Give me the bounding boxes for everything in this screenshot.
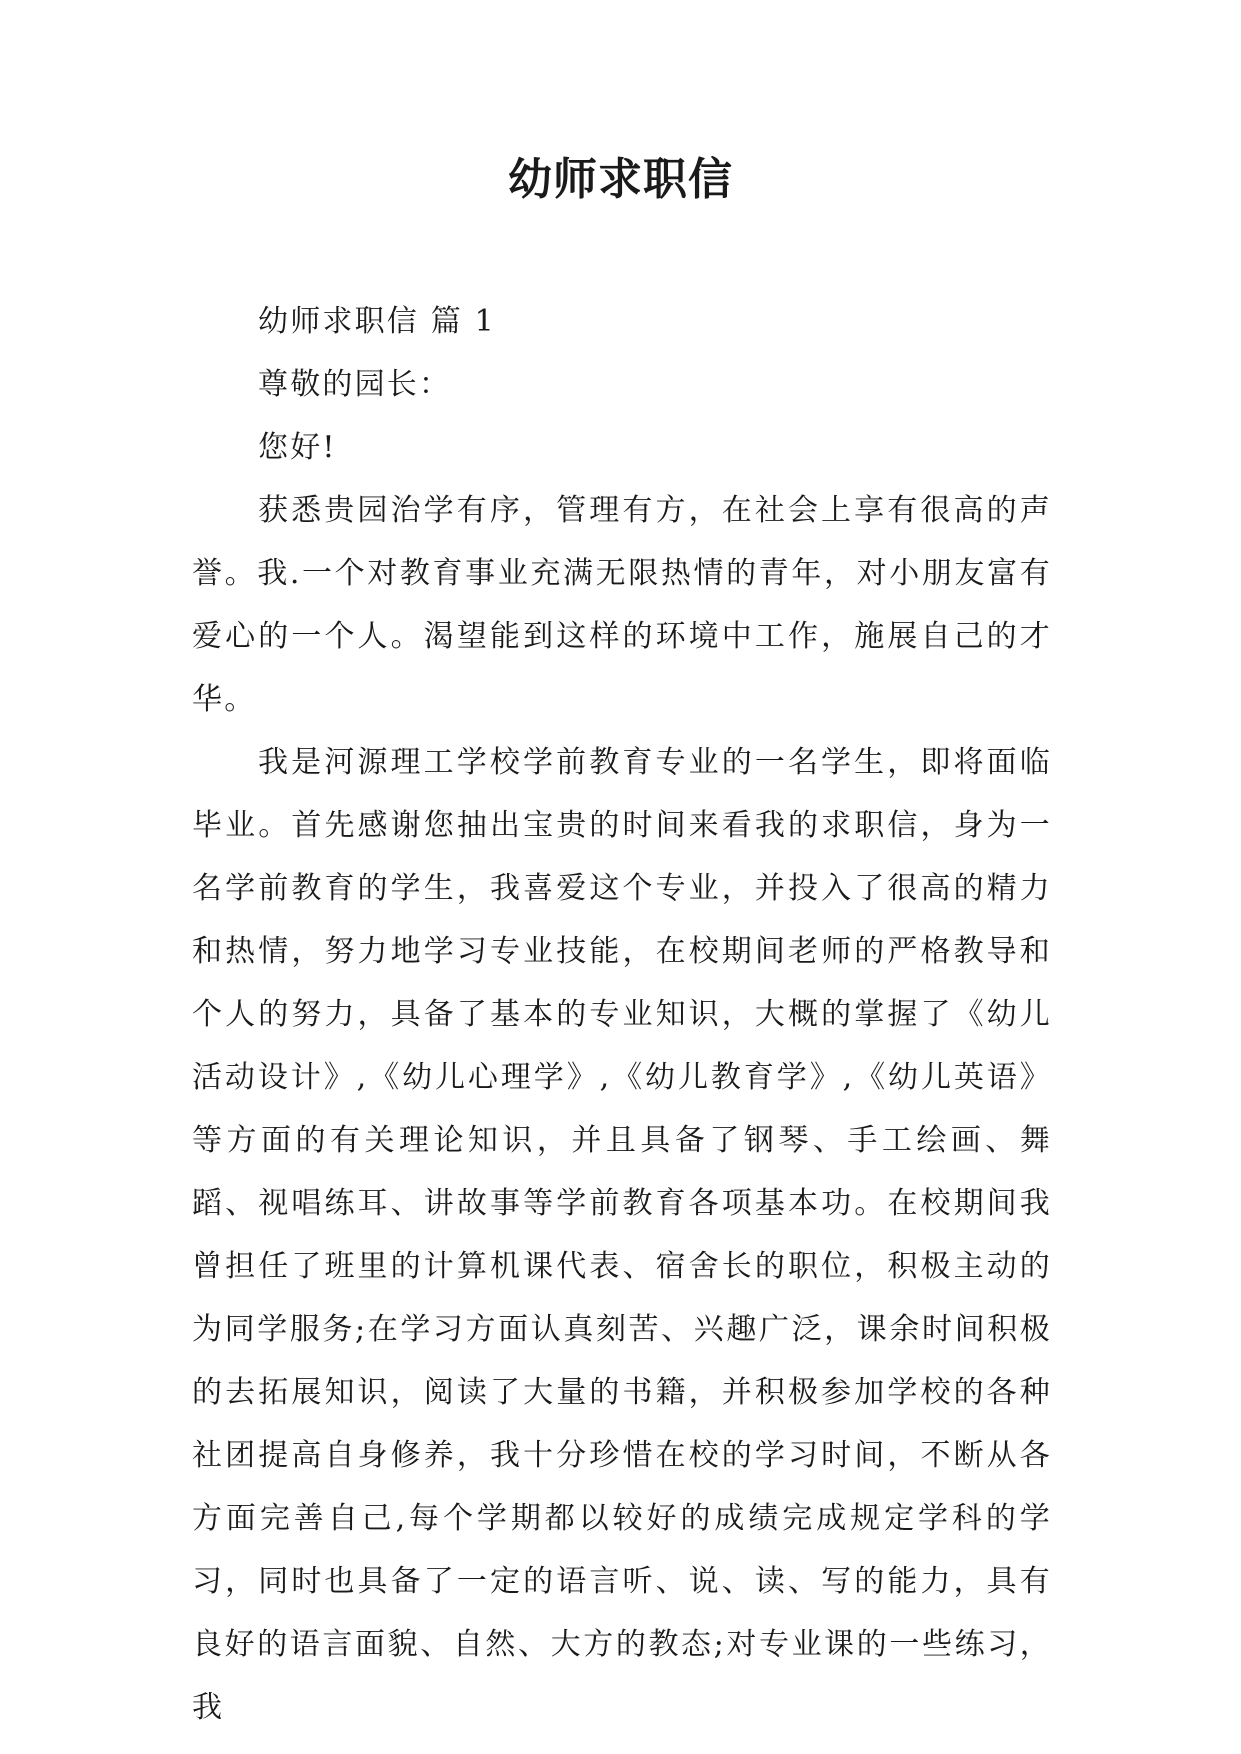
salutation: 尊敬的园长： (258, 367, 452, 402)
body-paragraph: 我是河源理工学校学前教育专业的一名学生，即将面临毕业。首先感谢您抽出宝贵的时间来看我的求职信，身为一名学前教育的学生，我喜爱这个专业，并投入了很高的精力和热情，努力地学习专业技能，在校期间老师的严格教导和个人的努力，具备了基本的专业知识，大概的掌握了《幼儿活动设计》,《幼儿心理学》,《幼儿教育学》,《幼儿英语》等方面的有关理论知识，并且具备了钢琴、手工绘画、舞蹈、视唱练耳、讲故事等学前教育各项基本功。在校期间我曾担任了班里的计算机课代表、宿舍长的职位，积极主动的为同学服务;在学习方面认真刻苦、兴趣广泛，课余时间积极的去拓展知识，阅读了大量的书籍，并积极参加学校的各种社团提高自身修养，我十分珍惜在校的学习时间，不断从各方面完善自己,每个学期都以较好的成绩完成规定学科的学习，同时也具备了一定的语言听、说、读、写的能力，具有良好的语言面貌、自然、大方的教态;对专业课的一些练习，我 (192, 745, 1052, 1725)
document-title: 幼师求职信 (508, 154, 733, 205)
document-body (192, 290, 1052, 1739)
greeting: 您好! (258, 430, 337, 465)
section-heading: 幼师求职信 篇 1 (258, 304, 496, 339)
body-paragraph: 获悉贵园治学有序，管理有方，在社会上享有很高的声誉。我.一个对教育事业充满无限热情的青年，对小朋友富有爱心的一个人。渴望能到这样的环境中工作，施展自己的才华。 (192, 493, 1052, 717)
